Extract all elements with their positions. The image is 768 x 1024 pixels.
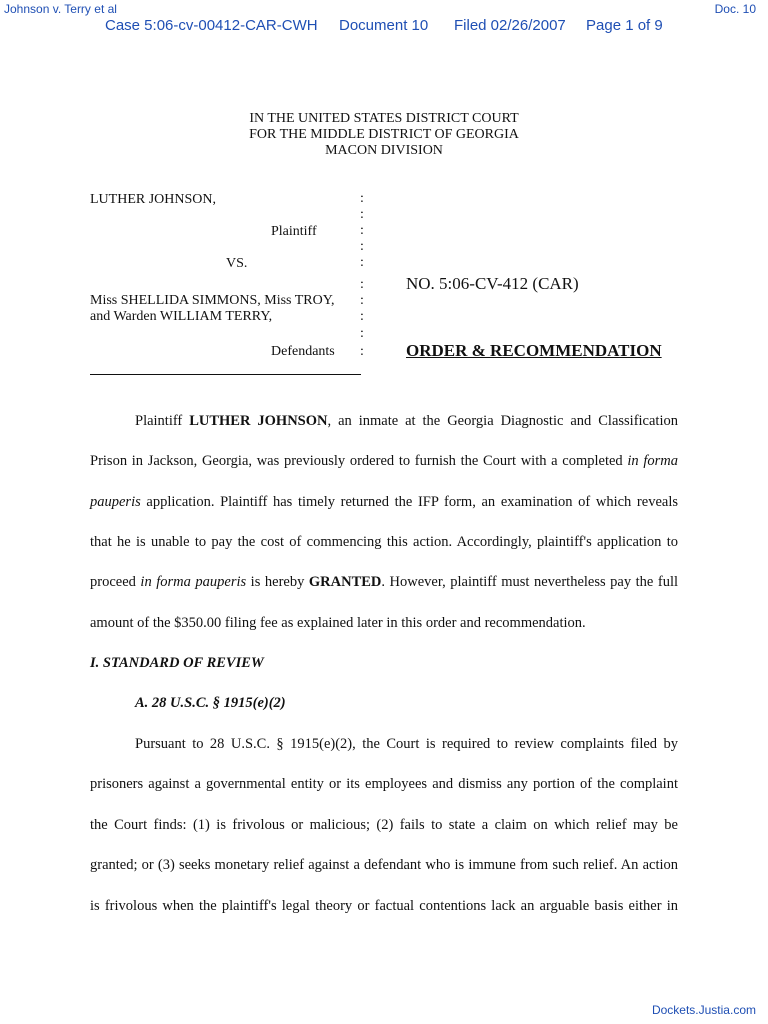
body-line-9: the Court finds: (1) is frivolous or malicious; (2) fails to state a claim on which relief may be bbox=[90, 817, 678, 833]
body-line-8: prisoners against a governmental entity or its employees and dismiss any portion of the complaint bbox=[90, 776, 678, 792]
plaintiff-label: Plaintiff bbox=[271, 224, 317, 239]
body-line-10: granted; or (3) seeks monetary relief against a defendant who is immune from such relief. An action bbox=[90, 857, 678, 873]
caption-colon: : bbox=[360, 293, 364, 308]
court-heading-line2: FOR THE MIDDLE DISTRICT OF GEORGIA bbox=[249, 127, 519, 142]
versus-label: VS. bbox=[226, 256, 248, 271]
stamp-case-number: Case 5:06-cv-00412-CAR-CWH bbox=[105, 17, 318, 34]
defendants-line2: and Warden WILLIAM TERRY, bbox=[90, 309, 273, 324]
body-line-6: amount of the $350.00 filing fee as explained later in this order and recommendation. bbox=[90, 615, 586, 631]
case-title-link[interactable]: Johnson v. Terry et al bbox=[4, 2, 117, 16]
stamp-page: Page 1 of 9 bbox=[586, 17, 663, 34]
defendants-line1: Miss SHELLIDA SIMMONS, Miss TROY, bbox=[90, 293, 335, 308]
stamp-document: Document 10 bbox=[339, 17, 429, 34]
plaintiff-name: LUTHER JOHNSON, bbox=[90, 192, 216, 207]
caption-colon: : bbox=[360, 309, 364, 324]
body-line-2: Prison in Jackson, Georgia, was previously ordered to furnish the Court with a completed in forma bbox=[90, 453, 678, 469]
stamp-filed-date: Filed 02/26/2007 bbox=[454, 17, 566, 34]
body-line-1: Plaintiff LUTHER JOHNSON, an inmate at the Georgia Diagnostic and Classification bbox=[135, 413, 678, 429]
source-link[interactable]: Dockets.Justia.com bbox=[651, 1003, 756, 1017]
caption-colon: : bbox=[360, 326, 364, 341]
defendants-label: Defendants bbox=[271, 344, 335, 359]
body-line-3: pauperis application. Plaintiff has timely returned the IFP form, an examination of which reveals bbox=[90, 494, 678, 510]
body-line-5: proceed in forma pauperis is hereby GRANTED. However, plaintiff must nevertheless pay the full bbox=[90, 574, 679, 590]
caption-colon: : bbox=[360, 239, 364, 254]
doc-number-link[interactable]: Doc. 10 bbox=[714, 2, 756, 16]
body-line-4: that he is unable to pay the cost of commencing this action. Accordingly, plaintiff's application to bbox=[90, 534, 678, 550]
caption-colon: : bbox=[360, 344, 364, 359]
court-heading-line1: IN THE UNITED STATES DISTRICT COURT bbox=[249, 111, 519, 126]
caption-colon: : bbox=[360, 255, 364, 270]
caption-colon: : bbox=[360, 191, 364, 206]
caption-colon: : bbox=[360, 207, 364, 222]
caption-underline bbox=[90, 374, 361, 375]
body-line-11: is frivolous when the plaintiff's legal theory or factual contentions lack an arguable basis either in bbox=[90, 898, 678, 914]
body-line-7: Pursuant to 28 U.S.C. § 1915(e)(2), the Court is required to review complaints filed by bbox=[135, 736, 678, 752]
caption-colon: : bbox=[360, 277, 364, 292]
order-title: ORDER & RECOMMENDATION bbox=[406, 341, 662, 360]
section-heading: I. STANDARD OF REVIEW bbox=[90, 655, 264, 671]
subsection-heading: A. 28 U.S.C. § 1915(e)(2) bbox=[135, 695, 286, 711]
case-number: NO. 5:06-CV-412 (CAR) bbox=[406, 274, 579, 293]
caption-colon: : bbox=[360, 223, 364, 238]
court-heading-line3: MACON DIVISION bbox=[325, 143, 443, 158]
